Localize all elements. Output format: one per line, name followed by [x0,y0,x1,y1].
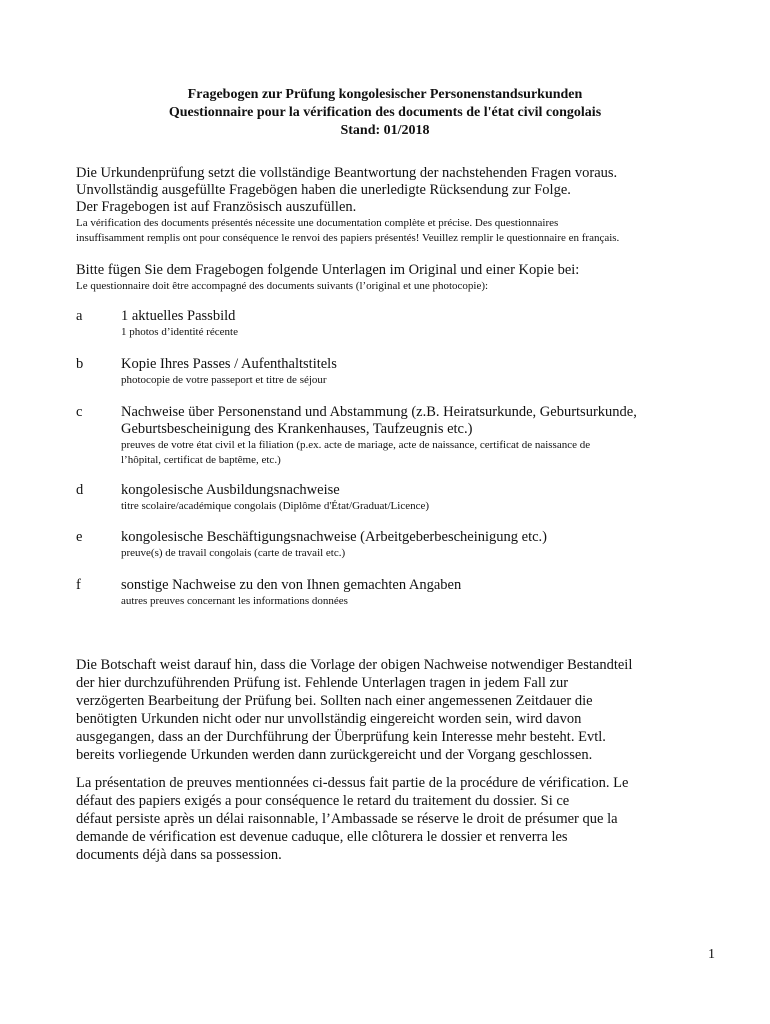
item-letter: e [76,529,83,545]
item-de: Nachweise über Personenstand und Abstammung (z.B. Heiratsurkunde, Geburtsurkunde, [121,404,637,420]
documents-intro-de: Bitte fügen Sie dem Fragebogen folgende Unterlagen im Original und einer Kopie bei: [76,262,580,278]
paragraph-fr [76,774,716,864]
paragraph-line: der hier durchzuführenden Prüfung ist. Fehlende Unterlagen tragen in jedem Fall zur [76,675,569,691]
intro-section [76,165,736,246]
paragraph-de [76,656,716,764]
item-body [121,529,721,561]
item-letter: c [76,404,83,420]
documents-intro [76,262,736,294]
item-fr: preuves de votre état civil et la filiation (p.ex. acte de mariage, acte de naissance, certificat de naissance de [121,439,591,451]
item-de: Kopie Ihres Passes / Aufenthaltstitels [121,356,337,372]
title-de: Fragebogen zur Prüfung kongolesischer Personenstandsurkunden [187,87,583,102]
item-fr: preuve(s) de travail congolais (carte de travail etc.) [121,547,346,559]
paragraph-line: défaut persiste après un délai raisonnable, l’Ambassade se réserve le droit de présumer que la [76,811,618,827]
title-version: Stand: 01/2018 [340,123,430,138]
intro-de-line: Der Fragebogen ist auf Französisch auszufüllen. [76,199,357,215]
paragraph-line: demande de vérification est devenue caduque, elle clôturera le dossier et renverra les [76,829,568,845]
item-de: kongolesische Beschäftigungsnachweise (Arbeitgeberbescheinigung etc.) [121,529,547,545]
item-letter: d [76,482,84,498]
item-de: Geburtsbescheinigung des Krankenhauses, Taufzeugnis etc.) [121,421,473,437]
intro-fr-line: insuffisamment remplis ont pour conséquence le renvoi des papiers présentés! Veuillez remplir le questionnaire en français. [76,232,620,244]
paragraph-line: benötigten Urkunden nicht oder nur unvollständig eingereicht worden sein, wird davon [76,711,582,727]
item-body [121,404,721,468]
intro-de-line: Die Urkundenprüfung setzt die vollständige Beantwortung der nachstehenden Fragen voraus. [76,165,618,181]
paragraph-line: défaut des papiers exigés a pour conséquence le retard du traitement du dossier. Si ce [76,793,570,809]
item-fr: photocopie de votre passeport et titre de séjour [121,374,327,386]
item-de: 1 aktuelles Passbild [121,308,236,324]
paragraph-line: verzögerten Bearbeitung der Prüfung bei. Sollten nach einer angemessenen Zeitdauer die [76,693,593,709]
paragraph-line: ausgegangen, dass an der Durchführung der Überprüfung kein Interesse mehr besteht. Evtl. [76,729,606,745]
item-fr: autres preuves concernant les informations données [121,595,348,607]
item-fr: l’hôpital, certificat de baptême, etc.) [121,454,281,466]
title-fr: Questionnaire pour la vérification des documents de l'état civil congolais [168,105,602,120]
paragraph-line: La présentation de preuves mentionnées ci-dessus fait partie de la procédure de vérification. Le [76,775,629,791]
paragraph-line: documents déjà dans sa possession. [76,847,282,863]
item-fr: titre scolaire/académique congolais (Diplôme d'État/Graduat/Licence) [121,500,430,512]
item-body [121,308,721,340]
item-de: sonstige Nachweise zu den von Ihnen gemachten Angaben [121,577,462,593]
documents-intro-fr: Le questionnaire doit être accompagné des documents suivants (l’original et une photocopie): [76,280,489,292]
item-body [121,577,721,609]
item-de: kongolesische Ausbildungsnachweise [121,482,340,498]
item-letter: f [76,577,81,593]
item-letter: b [76,356,84,372]
item-body [121,482,721,514]
item-letter: a [76,308,83,324]
paragraph-line: bereits vorliegende Urkunden werden dann zurückgereicht und der Vorgang geschlossen. [76,747,593,763]
intro-fr-line: La vérification des documents présentés nécessite une documentation complète et précise. Des questionnaires [76,217,559,229]
item-body [121,356,721,388]
intro-de-line: Unvollständig ausgefüllte Fragebögen haben die unerledigte Rücksendung zur Folge. [76,182,571,198]
document-title [0,86,770,140]
page-number: 1 [708,947,715,962]
item-fr: 1 photos d’identité récente [121,326,238,338]
paragraph-line: Die Botschaft weist darauf hin, dass die Vorlage der obigen Nachweise notwendiger Bestandteil [76,657,633,673]
